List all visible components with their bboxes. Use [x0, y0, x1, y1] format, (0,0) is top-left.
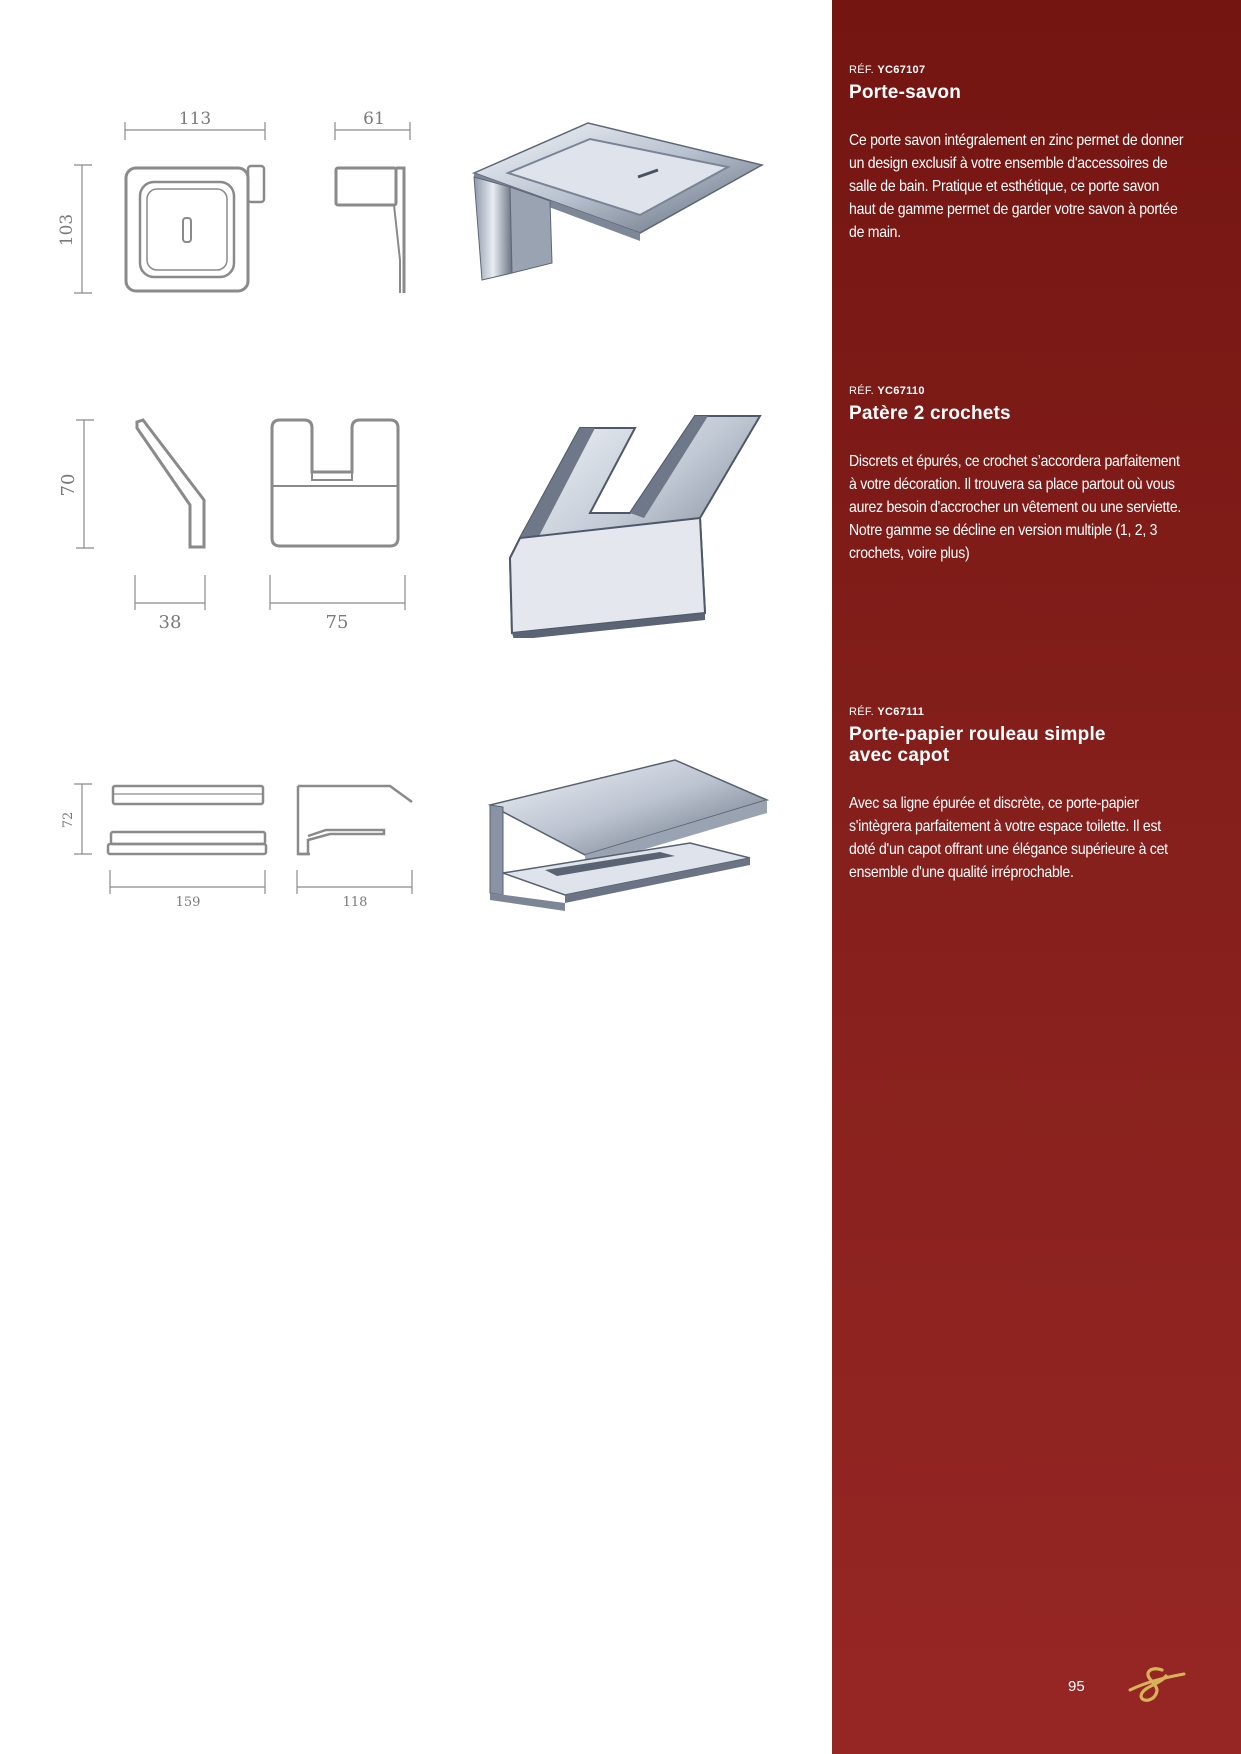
hook-product-image — [500, 408, 770, 638]
product-ref — [849, 385, 1189, 397]
dimension-width-label: 159 — [175, 895, 201, 910]
paper-holder-dimension-drawing — [40, 770, 420, 915]
ref-number: YC67110 — [877, 385, 925, 397]
hook-dimension-drawing — [40, 410, 420, 635]
dimension-depth-label: 38 — [158, 612, 182, 633]
product-name: Porte-papier rouleau simple avec capot — [849, 724, 1106, 766]
dimension-depth-label: 118 — [342, 895, 368, 910]
ref-number: YC67107 — [877, 64, 926, 76]
product-name: Porte-savon — [849, 82, 962, 103]
product-name: Patère 2 crochets — [849, 403, 1011, 424]
dimension-height-label: 103 — [57, 213, 77, 247]
product-description: Ce porte savon intégralement en zinc permet de donner un design exclusif à votre ensemble d'accessoires de salle de bain. Pratique et esthétique, ce porte savon haut de gamme permet de garder votre savon à portée de main. — [849, 132, 1184, 241]
dimension-depth-label: 61 — [363, 109, 385, 129]
product-block-paper-holder — [849, 706, 1189, 884]
ref-prefix: RÉF. — [849, 706, 875, 718]
dimension-height-label: 72 — [61, 811, 76, 829]
dimension-width-label: 113 — [178, 109, 212, 129]
soap-holder-dimension-drawing — [40, 100, 420, 300]
ref-number: YC67111 — [877, 706, 925, 718]
product-block-hook — [849, 385, 1189, 565]
ref-prefix: RÉF. — [849, 64, 875, 76]
product-info-sidebar — [832, 0, 1241, 1754]
brand-logo-icon — [1122, 1664, 1188, 1706]
dimension-width-label: 75 — [325, 612, 349, 633]
soap-holder-product-image — [470, 115, 770, 290]
product-ref — [849, 706, 1189, 718]
paper-holder-product-image — [485, 755, 775, 930]
product-description: Discrets et épurés, ce crochet s’accordera parfaitement à votre décoration. Il trouvera sa place partout où vous aurez besoin d'accrocher un vêtement ou une serviette. Notre gamme se décline en version multiple (1, 2, 3 crochets, voire plus) — [849, 453, 1182, 562]
product-block-soap-holder — [849, 64, 1189, 244]
ref-prefix: RÉF. — [849, 385, 875, 397]
product-ref — [849, 64, 1189, 76]
dimension-height-label: 70 — [58, 473, 79, 497]
page-number: 95 — [1068, 1678, 1085, 1695]
product-description: Avec sa ligne épurée et discrète, ce porte-papier s'intègrera parfaitement à votre espace toilette. Il est doté d'un capot offrant une élégance supérieure à cet ensemble d'une qualité irréprochable. — [849, 795, 1168, 881]
